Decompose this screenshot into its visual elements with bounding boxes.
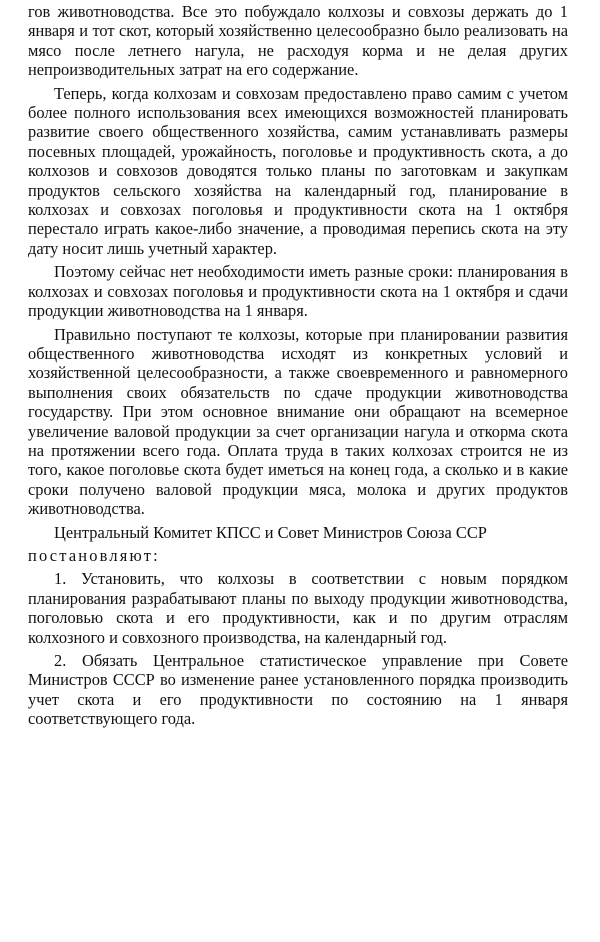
paragraph-central-committee: Центральный Комитет КПСС и Совет Министров Союза ССР — [54, 522, 487, 542]
paragraph-rights-of-kolkhozes: Теперь, когда колхозам и совхозам предоставлено право самим с учетом более полного использования всех имеющихся возможностей планировать развитие своего общественного хозяйства, самим устанавливать размеры посевных площадей, урожайность, поголовье и продуктивность скота, а до колхозов и совхозов доводятся только планы по заготовкам и закупкам продуктов сельского хозяйства на календарный год, планирование в колхозах и совхозах поголовья и продуктивности скота на 1 октября перестало играть какое-либо значение, а проводимая перепись скота на эту дату носит лишь учетный характер. — [28, 83, 568, 258]
paragraph-clause-2: 2. Обязать Центральное статистическое управление при Совете Министров СССР во изменение ранее установленного порядка производить учет скота и его продуктивности по состоянию на 1 января соответствующего года. — [28, 651, 568, 729]
document-page — [28, 2, 568, 733]
paragraph-clause-1: 1. Установить, что колхозы в соответствии с новым порядком планирования разрабатывают планы по выходу продукции животноводства, поголовью скота и его продуктивности, как и по другим отраслям колхозного и совхозного производства, на календарный год. — [28, 569, 568, 647]
paragraph-correct-practice: Правильно поступают те колхозы, которые при планировании развития общественного животноводства исходят из конкретных условий и хозяйственной целесообразности, а также своевременного и равномерного выполнения своих обязательств по сдаче продукции животноводства государству. При этом основное внимание они обращают на всемерное увеличение валовой продукции за счет организации нагула и откорма скота на протяжении всего года. Оплата труда в таких колхозах строится не из того, какое поголовье скота будет иметься на конец года, а сколько и в какие сроки получено валовой продукции мяса, молока и других продуктов животноводства. — [28, 324, 568, 519]
paragraph-resolve: постановляют: — [28, 545, 160, 565]
paragraph-no-need-different-dates: Поэтому сейчас нет необходимости иметь разные сроки: планирования в колхозах и совхозах поголовья и продуктивности скота на 1 октября и сдачи продукции животноводства на 1 января. — [28, 262, 568, 321]
paragraph-continuation: гов животноводства. Все это побуждало колхозы и совхозы держать до 1 января и тот скот, который хозяйственно целесообразно было реализовать на мясо после летнего нагула, не расходуя корма и не делая других непроизводительных затрат на его содержание. — [28, 2, 568, 80]
